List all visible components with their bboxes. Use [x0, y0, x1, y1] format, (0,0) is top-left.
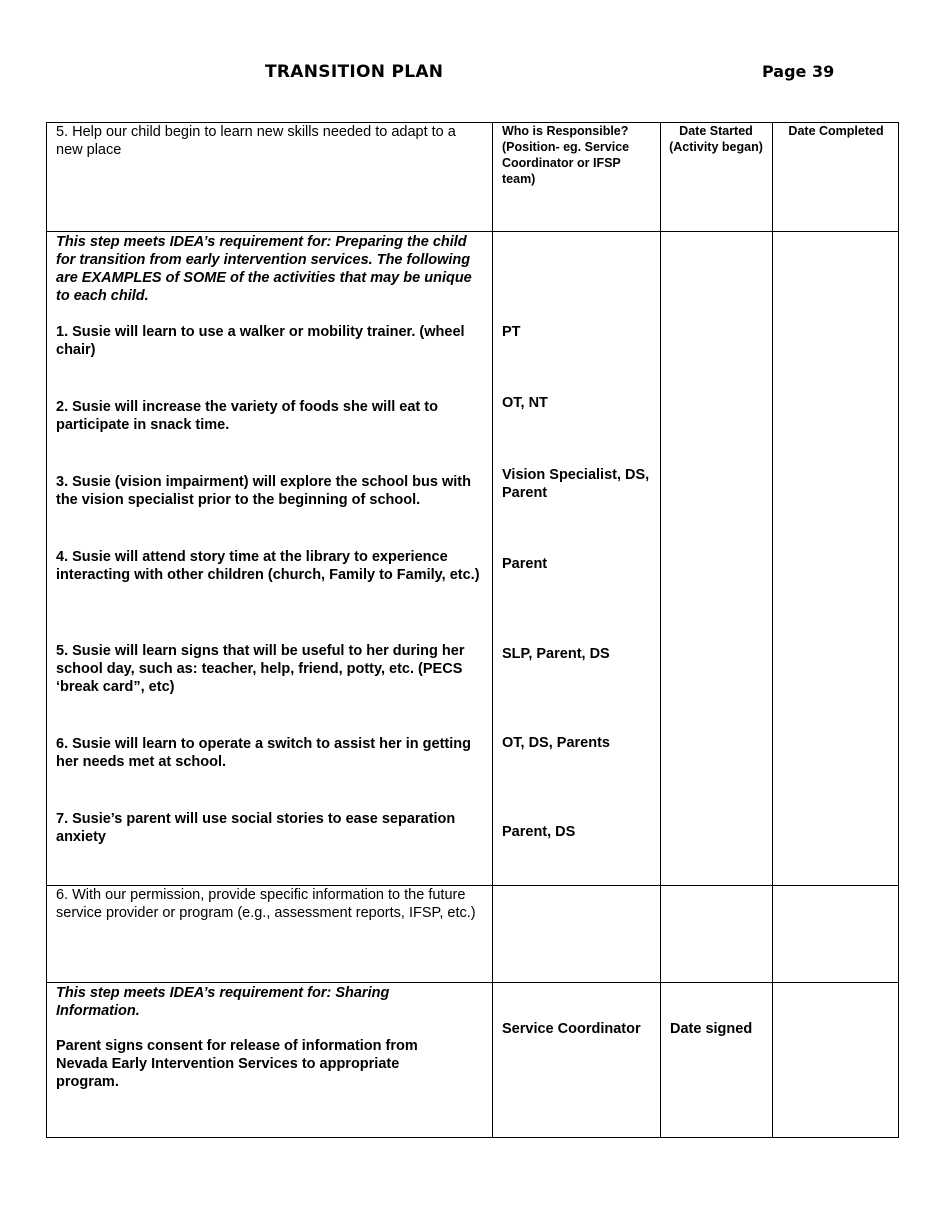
step6-date-started: Date signed	[670, 1021, 753, 1037]
activity-item: 6. Susie will learn to operate a switch to assist her in getting her needs met at school.	[56, 736, 471, 770]
page-number: Page 39	[762, 62, 835, 81]
responsible-item: OT, NT	[502, 395, 548, 411]
col-divider-3	[772, 122, 773, 1138]
step6-requirement: This step meets IDEA’s requirement for: Sharing Information.	[56, 985, 390, 1019]
responsible-item: SLP, Parent, DS	[502, 646, 610, 662]
activity-item: 7. Susie’s parent will use social stories to ease separation anxiety	[56, 811, 456, 845]
responsible-item: OT, DS, Parents	[502, 735, 610, 751]
step6-heading: 6. With our permission, provide specific information to the future service provider or program (e.g., assessment reports, IFSP, etc.)	[56, 887, 476, 921]
page-title: TRANSITION PLAN	[265, 62, 444, 82]
activity-item: 5. Susie will learn signs that will be useful to her during her school day, such as: teacher, help, friend, potty, etc. (PECS ‘break card”, etc)	[56, 643, 465, 695]
responsible-item: Vision Specialist, DS, Parent	[502, 467, 650, 501]
step5-heading: 5. Help our child begin to learn new skills needed to adapt to a new place	[56, 124, 456, 158]
row-divider-3	[46, 982, 899, 983]
col-divider-2	[660, 122, 661, 1138]
col-header-date-started: Date Started (Activity began)	[669, 124, 763, 154]
step6-action: Parent signs consent for release of information from Nevada Early Intervention Services to appropriate program.	[56, 1038, 418, 1090]
step5-requirement: This step meets IDEA’s requirement for: Preparing the child for transition from early intervention services. The following are EXAMPLES of SOME of the activities that may be unique to each child.	[56, 234, 472, 304]
col-header-who: Who is Responsible? (Position- eg. Service Coordinator or IFSP team)	[502, 124, 630, 186]
col-header-date-completed: Date Completed	[788, 124, 884, 138]
activity-item: 1. Susie will learn to use a walker or mobility trainer. (wheel chair)	[56, 324, 465, 358]
activity-item: 2. Susie will increase the variety of foods she will eat to participate in snack time.	[56, 399, 438, 433]
responsible-item: Parent	[502, 556, 548, 572]
responsible-item: PT	[502, 324, 521, 340]
responsible-item: Parent, DS	[502, 824, 576, 840]
row-divider-1	[46, 231, 899, 232]
activity-item: 4. Susie will attend story time at the library to experience interacting with other children (church, Family to Family, etc.)	[56, 549, 480, 583]
activity-item: 3. Susie (vision impairment) will explore the school bus with the vision specialist prior to the beginning of school.	[56, 474, 471, 508]
step6-responsible: Service Coordinator	[502, 1021, 641, 1037]
col-divider-1	[492, 122, 493, 1138]
